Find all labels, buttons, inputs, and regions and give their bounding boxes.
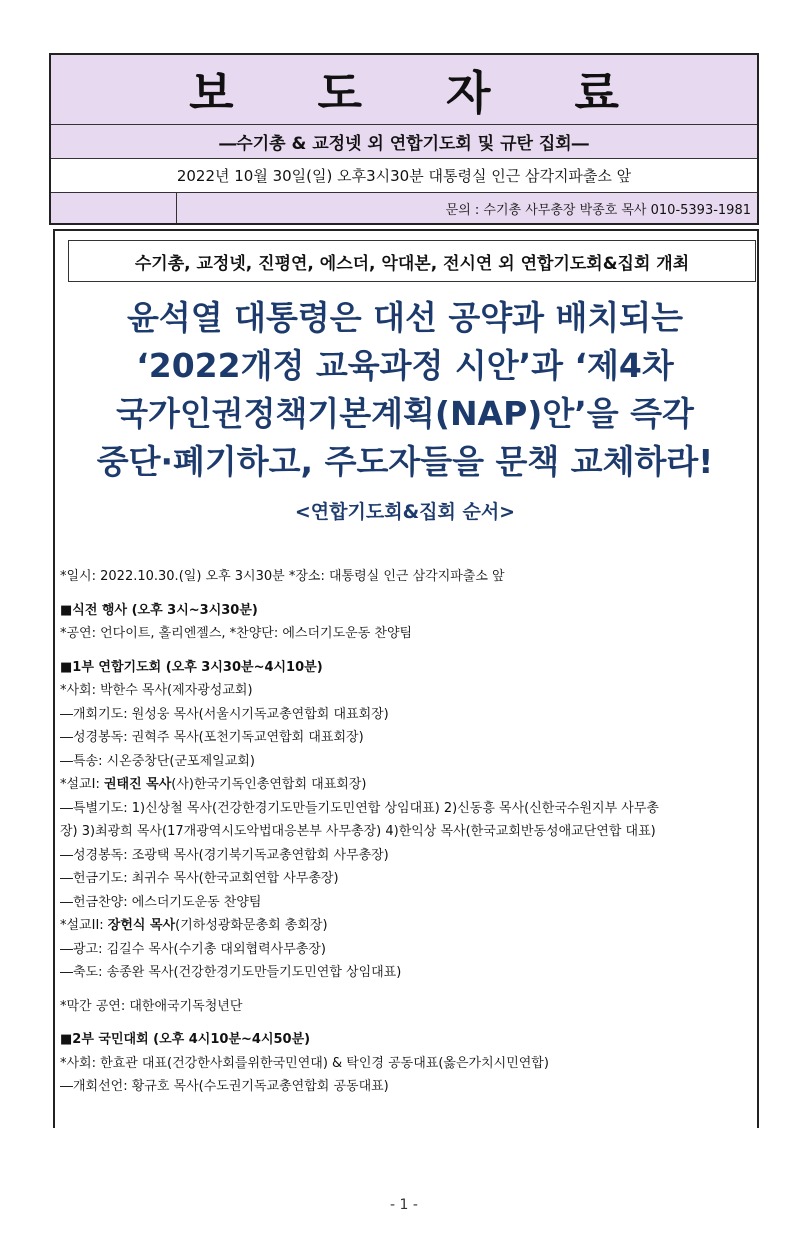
program-line: ―광고: 김길수 목사(수기총 대외협력사무총장) xyxy=(60,941,326,957)
program-line: 장) 3)최광희 목사(17개광역시도악법대응본부 사무총장) 4)한익상 목사(한국교회반동성애교단연합 대표) xyxy=(60,824,656,839)
sermon-2-speaker: 장헌식 목사 xyxy=(107,918,176,933)
interlude-line: *막간 공연: 대한애국기독청년단 xyxy=(60,998,243,1014)
section-heading-pre: ■식전 행사 (오후 3시~3시30분) xyxy=(60,602,258,618)
headline-line: ‘2022개정 교육과정 시안’과 ‘제4차 xyxy=(136,346,674,385)
program-line: ―축도: 송종완 목사(건강한경기도만들기도민연합 상임대표) xyxy=(60,965,402,980)
press-header xyxy=(49,53,759,225)
press-title-row xyxy=(51,55,757,125)
event-date-place: 2022년 10월 30일(일) 오후3시30분 대통령실 인근 삼각지파출소 앞 xyxy=(51,159,757,193)
program-line: ―특송: 시온중창단(군포제일교회) xyxy=(60,753,255,769)
sermon-1-line xyxy=(60,773,750,797)
headline xyxy=(60,294,750,486)
press-title: 보 도 자 료 xyxy=(189,65,653,120)
program-line: ―개회기도: 원성웅 목사(서울시기독교총연합회 대표회장) xyxy=(60,706,389,722)
page-number: - 1 - xyxy=(390,1197,418,1213)
headline-line: 윤석열 대통령은 대선 공약과 배치되는 xyxy=(126,298,683,337)
contact-blank-cell xyxy=(51,193,177,223)
program-line: ―헌금기도: 최귀수 목사(한국교회연합 사무총장) xyxy=(60,871,339,886)
program-line: ―특별기도: 1)신상철 목사(건강한경기도만들기도민연합 상임대표) 2)신동흥 목사(신한국수원지부 사무총 xyxy=(60,800,659,816)
program-line: ―개회선언: 황규호 목사(수도권기독교총연합회 공동대표) xyxy=(60,1079,389,1094)
sermon-1-label: *설교I: xyxy=(60,777,104,792)
section-heading-part2: ■2부 국민대회 (오후 4시10분~4시50분) xyxy=(60,1032,311,1047)
contact-row xyxy=(51,193,757,223)
subheadline-box: 수기총, 교정넷, 진평연, 에스더, 악대본, 전시연 외 연합기도회&집회 개최 xyxy=(68,240,756,282)
sermon-2-affiliation: (기하성광화문총회 총회장) xyxy=(175,918,328,933)
sermon-2-label: *설교II: xyxy=(60,918,108,933)
order-title: <연합기도회&집회 순서> xyxy=(294,501,516,523)
program-line: *사회: 한효관 대표(건강한사회를위한국민연대) & 탁인경 공동대표(옳은가치시민연합) xyxy=(60,1055,549,1071)
program-line: ―성경봉독: 권혁주 목사(포천기독교연합회 대표회장) xyxy=(60,730,364,745)
event-info-line: *일시: 2022.10.30.(일) 오후 3시30분 *장소: 대통령실 인근 삼각지파출소 앞 xyxy=(60,569,505,584)
contact-info: 문의 : 수기총 사무총장 박종호 목사 010-5393-1981 xyxy=(445,202,751,218)
program-line: ―성경봉독: 조광택 목사(경기북기독교총연합회 사무총장) xyxy=(60,847,389,863)
sermon-1-affiliation: (사)한국기독인총연합회 대표회장) xyxy=(171,777,367,792)
program-line: *사회: 박한수 목사(제자광성교회) xyxy=(60,683,253,698)
headline-line: 중단·폐기하고, 주도자들을 문책 교체하라! xyxy=(96,442,714,481)
press-subtitle: ―수기총 & 교정넷 외 연합기도회 및 규탄 집회― xyxy=(51,125,757,159)
sermon-2-line xyxy=(60,914,750,938)
program-content xyxy=(60,565,750,1099)
headline-line: 국가인권정책기본계획(NAP)안’을 즉각 xyxy=(116,394,694,433)
program-line: *공연: 언다이트, 홀리엔젤스, *찬양단: 에스더기도운동 찬양팀 xyxy=(60,626,413,641)
sermon-1-speaker: 권태진 목사 xyxy=(103,777,172,792)
program-line: ―헌금찬양: 에스더기도운동 찬양팀 xyxy=(60,894,262,910)
section-heading-part1: ■1부 연합기도회 (오후 3시30분~4시10분) xyxy=(60,659,323,675)
